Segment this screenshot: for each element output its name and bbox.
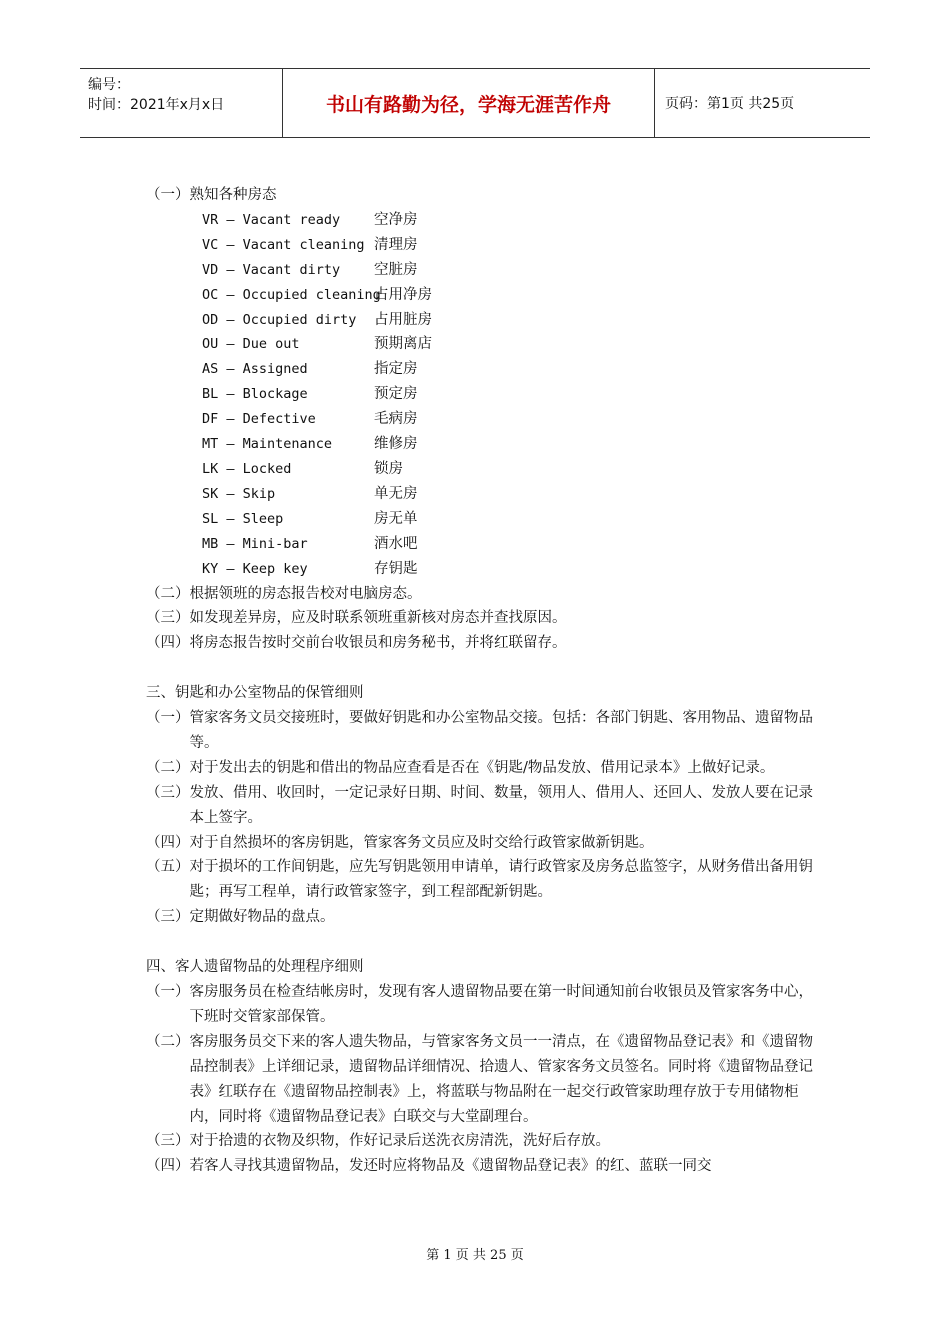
section-three-item	[146, 905, 826, 930]
item-text: 客房服务员在检查结帐房时，发现有客人遗留物品要在第一时间通知前台收银员及管家客务中心，下班时交管家部保管。	[189, 983, 813, 1025]
section-four-item	[146, 1129, 826, 1154]
page-footer: 第 1 页 共 25 页	[426, 1248, 524, 1263]
room-state-meaning: 占用净房	[374, 286, 432, 303]
item-text: 对于发出去的钥匙和借出的物品应查看是否在《钥匙/物品发放、借用记录本》上做好记录。	[189, 759, 775, 776]
room-state-code: SL — Sleep	[202, 510, 284, 527]
room-state-row	[146, 308, 826, 333]
item-number: （一）	[146, 983, 190, 1000]
room-state-meaning: 毛病房	[374, 411, 418, 428]
item-number: （三）	[146, 909, 190, 926]
room-state-code: BL — Blockage	[202, 386, 308, 403]
room-state-meaning: 单无房	[374, 485, 418, 502]
room-state-row	[146, 233, 826, 258]
room-state-row	[146, 208, 826, 233]
room-state-row	[146, 357, 826, 382]
section-one-item: （四）将房态报告按时交前台收银员和房务秘书，并将红联留存。	[146, 635, 567, 652]
section-three-item	[146, 756, 826, 781]
section-four-item	[146, 980, 826, 1030]
item-text: 管家客务文员交接班时，要做好钥匙和办公室物品交接。包括：各部门钥匙、客用物品、遗留物品等。	[189, 710, 813, 751]
room-state-code: LK — Locked	[202, 460, 292, 477]
header-info-cell	[80, 69, 283, 137]
room-state-row	[146, 482, 826, 507]
room-state-code: MT — Maintenance	[202, 436, 333, 453]
section-three-item	[146, 781, 826, 831]
item-number: （二）	[146, 1033, 190, 1050]
item-text: 对于损坏的工作间钥匙，应先写钥匙领用申请单，请行政管家及房务总监签字，从财务借出备用钥匙；再写工程单，请行政管家签字，到工程部配新钥匙。	[189, 859, 813, 901]
item-text: 若客人寻找其遗留物品，发还时应将物品及《遗留物品登记表》的红、蓝联一同交	[189, 1158, 712, 1175]
room-state-code: VC — Vacant cleaning	[202, 236, 365, 253]
room-state-meaning: 酒水吧	[374, 535, 418, 552]
room-state-row	[146, 557, 826, 582]
room-state-meaning: 占用脏房	[374, 311, 432, 328]
item-text: 客房服务员交下来的客人遗失物品，与管家客务文员一一清点，在《遗留物品登记表》和《遗留物品控制表》上详细记录，遗留物品详细情况、拾遗人、管家客务文员签名。同时将《遗留物品登记表》红联存在《遗留物品控制表》上，将蓝联与物品附在一起交行政管家助理存放于专用储物柜内，同时将《遗留物品登记表》白联交与大堂副理台。	[189, 1033, 813, 1125]
room-state-meaning: 预定房	[374, 386, 418, 403]
section-three-items	[146, 706, 826, 930]
page-header	[80, 68, 870, 138]
room-state-row	[146, 407, 826, 432]
item-number: （四）	[146, 1158, 190, 1175]
room-state-code: SK — Skip	[202, 485, 276, 502]
section-four-items	[146, 980, 826, 1179]
room-state-row	[146, 432, 826, 457]
item-number: （二）	[146, 759, 190, 776]
room-state-meaning: 维修房	[374, 436, 418, 453]
room-state-meaning: 房无单	[374, 510, 418, 527]
item-text: 发放、借用、收回时，一定记录好日期、时间、数量，领用人、借用人、还回人、发放人要在记录本上签字。	[189, 784, 813, 826]
section-three-item	[146, 855, 826, 905]
section-four-item	[146, 1030, 826, 1130]
header-motto: 书山有路勤为径，学海无涯苦作舟	[283, 69, 655, 137]
room-state-row	[146, 283, 826, 308]
section-four-title: 四、客人遗留物品的处理程序细则	[146, 959, 364, 976]
section-three-title: 三、钥匙和办公室物品的保管细则	[146, 685, 364, 702]
room-state-row	[146, 457, 826, 482]
section-four-item	[146, 1154, 826, 1179]
section-three-item	[146, 831, 826, 856]
item-number: （三）	[146, 784, 190, 801]
room-state-code: VR — Vacant ready	[202, 211, 341, 228]
room-state-meaning: 空净房	[374, 211, 418, 228]
room-state-meaning: 空脏房	[374, 261, 418, 278]
room-state-row	[146, 532, 826, 557]
date-label: 时间：2021年x月x日	[88, 97, 225, 113]
room-state-meaning: 预期离店	[374, 336, 432, 353]
item-number: （四）	[146, 834, 190, 851]
header-page-info: 页码：第1页 共25页	[665, 96, 795, 112]
section-one-item: （三）如发现差异房，应及时联系领班重新核对房态并查找原因。	[146, 610, 567, 627]
room-state-meaning: 清理房	[374, 236, 418, 253]
room-state-code: AS — Assigned	[202, 361, 308, 378]
room-state-meaning: 存钥匙	[374, 560, 418, 577]
section-one-items	[146, 582, 826, 657]
room-state-code: OU — Due out	[202, 336, 300, 353]
room-state-row	[146, 507, 826, 532]
document-body	[146, 183, 826, 1179]
item-number: （三）	[146, 1133, 190, 1150]
room-state-row	[146, 258, 826, 283]
room-state-row	[146, 382, 826, 407]
room-state-code: DF — Defective	[202, 411, 316, 428]
room-state-code: VD — Vacant dirty	[202, 261, 341, 278]
room-state-meaning: 指定房	[374, 361, 418, 378]
item-number: （一）	[146, 710, 190, 727]
section-one-title: （一）熟知各种房态	[146, 187, 277, 203]
room-state-list	[146, 208, 826, 582]
item-text: 定期做好物品的盘点。	[189, 909, 335, 926]
item-number: （五）	[146, 859, 190, 876]
section-one-item: （二）根据领班的房态报告校对电脑房态。	[146, 585, 422, 602]
item-text: 对于拾遗的衣物及织物，作好记录后送洗衣房清洗，洗好后存放。	[189, 1133, 610, 1150]
section-three-item	[146, 706, 826, 756]
room-state-code: OD — Occupied dirty	[202, 311, 357, 328]
room-state-code: MB — Mini-bar	[202, 535, 308, 552]
room-state-code: OC — Occupied cleaning	[202, 286, 381, 303]
room-state-row	[146, 332, 826, 357]
number-label: 编号：	[88, 77, 130, 93]
room-state-meaning: 锁房	[374, 460, 403, 477]
room-state-code: KY — Keep key	[202, 560, 308, 577]
item-text: 对于自然损坏的客房钥匙，管家客务文员应及时交给行政管家做新钥匙。	[189, 834, 654, 851]
